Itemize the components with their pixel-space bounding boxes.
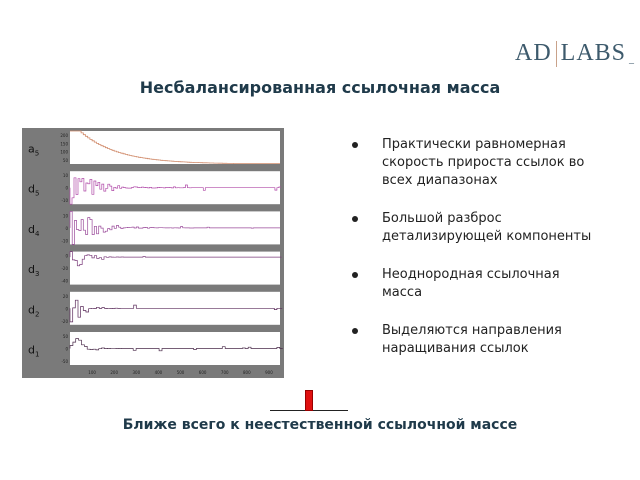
- x-tick-label: 100: [88, 370, 96, 376]
- indicator-red-bar: [305, 390, 313, 411]
- x-tick-label: 800: [243, 370, 251, 376]
- panel-label-subscript: 2: [34, 310, 40, 319]
- y-tick-label: 10: [62, 213, 68, 219]
- slide-title: Несбалансированная ссылочная масса: [139, 78, 501, 97]
- y-tick-label: -10: [61, 198, 68, 204]
- x-tick-label: 300: [132, 370, 141, 376]
- panel-label-subscript: 4: [34, 229, 40, 238]
- panel-plot-area: [70, 252, 280, 285]
- y-tick-label: -20: [61, 318, 68, 324]
- y-tick-label: -40: [61, 278, 68, 284]
- bullet-item: Большой разброс детализирующей компоненты: [352, 210, 592, 246]
- x-tick-label: 500: [176, 370, 185, 376]
- y-tick-label: 100: [60, 149, 68, 155]
- conclusion-text: Ближе всего к неестественной ссылочной массе: [122, 417, 518, 433]
- panel-label: $a_5$: [28, 142, 40, 158]
- y-tick-label: 200: [60, 133, 68, 138]
- panel-label-subscript: 1: [34, 350, 40, 359]
- x-tick-label: 200: [110, 370, 119, 376]
- wavelet-decomposition-chart: [22, 128, 284, 378]
- logo-separator: [556, 41, 557, 67]
- y-tick-label: 150: [60, 141, 68, 147]
- x-tick-label: 700: [220, 370, 229, 376]
- logo-tail: _: [629, 54, 636, 65]
- y-tick-label: 20: [62, 293, 68, 299]
- bullet-item: Практически равномерная скорость прироста ссылок во всех диапазонах: [352, 136, 592, 190]
- bullet-list: [352, 136, 592, 378]
- bullet-item: Неоднородная ссылочная масса: [352, 266, 592, 302]
- panel-label-subscript: 5: [34, 149, 40, 158]
- x-tick-label: 600: [198, 370, 207, 376]
- logo-left: AD: [515, 40, 552, 66]
- y-tick-label: 0: [65, 306, 68, 312]
- adlabs-logo: [515, 40, 635, 67]
- logo-right: LABS: [560, 40, 627, 66]
- y-tick-label: -10: [61, 238, 68, 244]
- y-tick-label: 0: [65, 225, 68, 231]
- panel-label-subscript: 3: [34, 270, 40, 279]
- panel-label-subscript: 5: [34, 189, 40, 198]
- y-tick-label: -20: [61, 266, 68, 272]
- y-tick-label: 0: [65, 185, 68, 191]
- y-tick-label: 0: [65, 346, 68, 352]
- bullet-item: Выделяются направления наращивания ссылок: [352, 322, 592, 358]
- indicator-marker: [270, 390, 348, 412]
- y-tick-label: 10: [62, 173, 68, 179]
- x-tick-label: 900: [265, 370, 273, 376]
- panel-plot-area: [70, 131, 280, 164]
- panel-label: $d_3$: [28, 263, 40, 279]
- y-tick-label: -50: [61, 359, 68, 364]
- y-tick-label: 50: [62, 158, 68, 163]
- y-tick-label: 0: [65, 253, 68, 259]
- panel-label: $d_2$: [28, 303, 40, 319]
- y-tick-label: 50: [62, 334, 68, 339]
- x-tick-label: 400: [154, 370, 163, 376]
- panel-label: $d_5$: [28, 182, 40, 198]
- panel-label: $d_4$: [28, 222, 40, 238]
- panel-label: $d_1$: [28, 343, 40, 359]
